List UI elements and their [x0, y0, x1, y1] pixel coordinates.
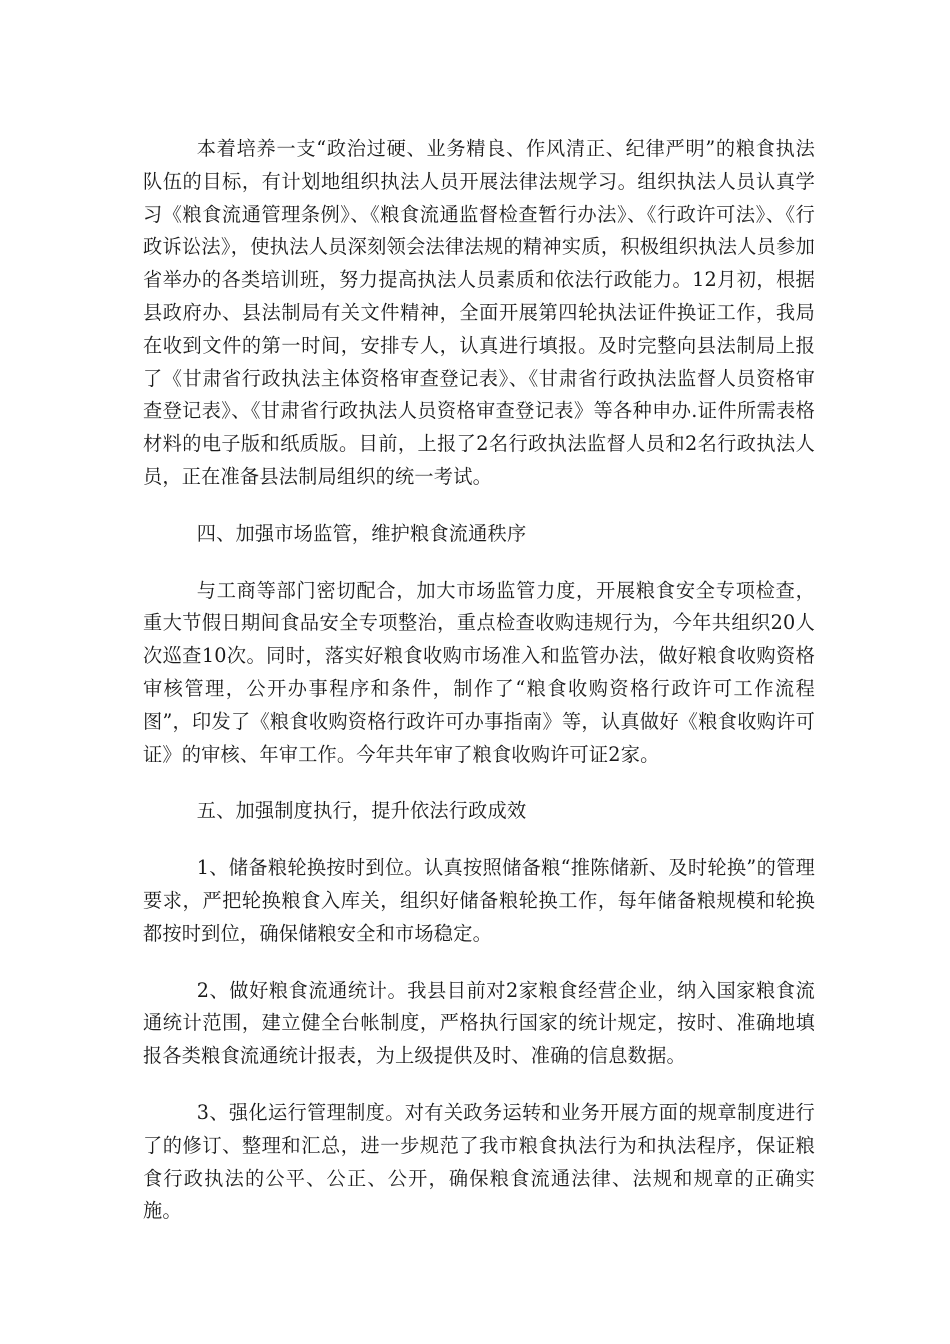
- document-body: [143, 133, 815, 1252]
- section-heading-system-execution: 五、加强制度执行，提升依法行政成效: [196, 799, 527, 823]
- paragraph-law-training: 本着培养一支“政治过硬、业务精良、作风清正、纪律严明”的粮食执法队伍的目标，有计划地组织执法人员开展法律法规学习。组织执法人员认真学习《粮食流通管理条例》、《粮食流通监督检查暂行办法》、《行政许可法》、《行政诉讼法》，使执法人员深刻领会法律法规的精神实质，积极组织执法人员参加省举办的各类培训班，努力提高执法人员素质和依法行政能力。12月初，根据县政府办、县法制局有关文件精神，全面开展第四轮执法证件换证工作，我局在收到文件的第一时间，安排专人，认真进行填报。及时完整向县法制局上报了《甘肃省行政执法主体资格审查登记表》、《甘肃省行政执法监督人员资格审查登记表》、《甘肃省行政执法人员资格审查登记表》等各种申办.证件所需表格材料的电子版和纸质版。目前，上报了2名行政执法监督人员和2名行政执法人员，正在准备县法制局组织的统一考试。: [143, 137, 815, 488]
- paragraph-management-system: 3、强化运行管理制度。对有关政务运转和业务开展方面的规章制度进行了的修订、整理和汇总，进一步规范了我市粮食执法行为和执法程序，保证粮食行政执法的公平、公正、公开，确保粮食流通法律、法规和规章的正确实施。: [143, 1100, 815, 1223]
- paragraph-market-supervision: 与工商等部门密切配合，加大市场监管力度，开展粮食安全专项检查，重大节假日期间食品安全专项整治，重点检查收购违规行为，今年共组织20人次巡查10次。同时，落实好粮食收购市场准入和监管办法，做好粮食收购资格审核管理，公开办事程序和条件，制作了“粮食收购资格行政许可工作流程图”，印发了《粮食收购资格行政许可办事指南》等，认真做好《粮食收购许可证》的审核、年审工作。今年共年审了粮食收购许可证2家。: [143, 578, 815, 766]
- paragraph-reserve-rotation: 1、储备粮轮换按时到位。认真按照储备粮“推陈储新、及时轮换”的管理要求，严把轮换粮食入库关，组织好储备粮轮换工作，每年储备粮规模和轮换都按时到位，确保储粮安全和市场稳定。: [143, 856, 815, 945]
- section-heading-market-supervision: 四、加强市场监管，维护粮食流通秩序: [196, 521, 527, 545]
- paragraph-grain-statistics: 2、做好粮食流通统计。我县目前对2家粮食经营企业，纳入国家粮食流通统计范围，建立健全台帐制度，严格执行国家的统计规定，按时、准确地填报各类粮食流通统计报表，为上级提供及时、准确的信息数据。: [143, 978, 815, 1068]
